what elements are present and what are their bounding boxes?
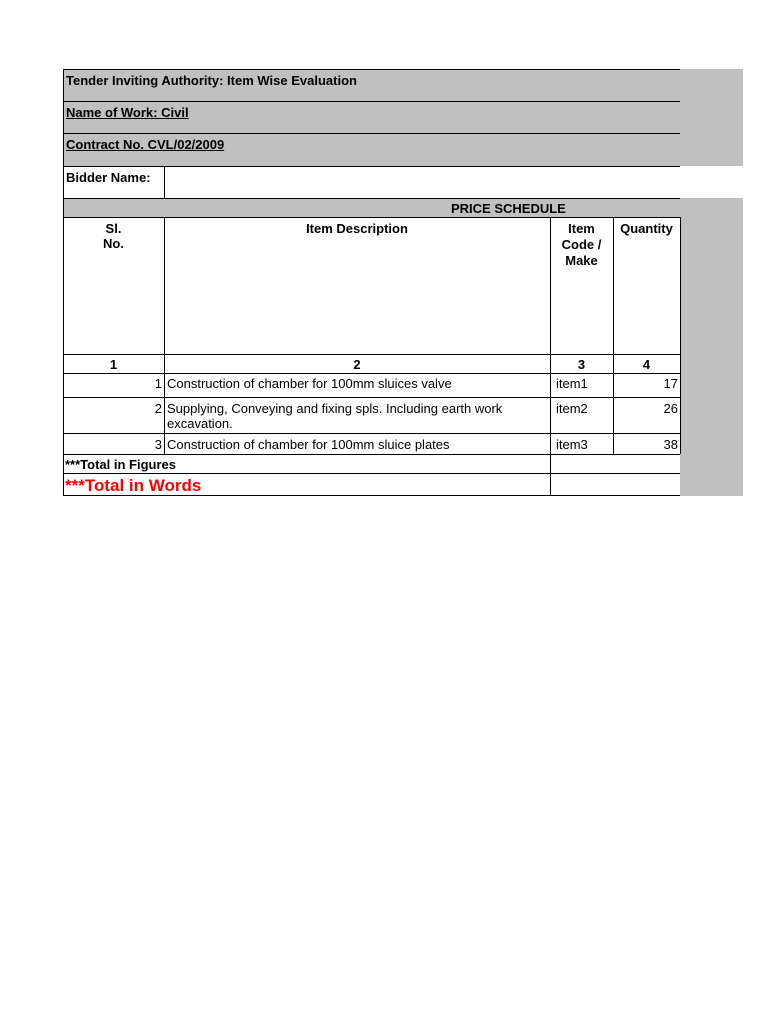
grid-line [63, 69, 64, 496]
row-sl-number: 1 [154, 376, 162, 391]
row-item-code: item1 [556, 376, 588, 391]
grid-line [63, 495, 680, 496]
total-in-words-value[interactable] [551, 474, 680, 495]
col-header-description: Item Description [306, 221, 408, 236]
row-item-code: item2 [556, 401, 588, 416]
row-quantity: 26 [663, 401, 678, 416]
authority-title: Tender Inviting Authority: Item Wise Evaluation [66, 73, 357, 88]
grid-line [63, 198, 680, 199]
grid-line [63, 133, 680, 134]
grid-line [63, 473, 680, 474]
col-number: 2 [353, 357, 361, 372]
grid-line [550, 217, 551, 496]
row-description-cont: excavation. [167, 416, 233, 431]
grid-line [63, 433, 680, 434]
row-description: Construction of chamber for 100mm sluices valve [167, 376, 452, 391]
row-sl-number: 3 [154, 437, 162, 452]
grid-line [63, 354, 680, 355]
work-name: Name of Work: Civil [66, 105, 189, 120]
grid-line [680, 217, 681, 454]
row-quantity: 38 [663, 437, 678, 452]
total-in-words-label: ***Total in Words [65, 476, 202, 495]
grid-line [164, 166, 165, 198]
schedule-title: PRICE SCHEDULE [451, 201, 566, 216]
grid-line [63, 69, 680, 70]
col-header-quantity: Quantity [620, 221, 673, 236]
contract-number: Contract No. CVL/02/2009 [66, 137, 225, 152]
bidder-name-label: Bidder Name: [66, 170, 151, 185]
grid-line [63, 101, 680, 102]
total-in-figures-label: ***Total in Figures [65, 457, 176, 472]
col-number: 3 [577, 357, 586, 372]
col-number: 1 [109, 357, 118, 372]
grid-line [63, 166, 680, 167]
row-quantity: 17 [663, 376, 678, 391]
bidder-name-field[interactable] [164, 166, 680, 198]
grid-line [63, 397, 680, 398]
grid-line [63, 373, 680, 374]
row-sl-number: 2 [154, 401, 162, 416]
total-in-figures-value[interactable] [551, 455, 680, 473]
row-description: Construction of chamber for 100mm sluice plates [167, 437, 450, 452]
grid-line [613, 217, 614, 454]
col-header-item-code: Item Code / Make [561, 221, 602, 268]
row-item-code: item3 [556, 437, 588, 452]
grid-line [63, 217, 680, 218]
grid-line [164, 217, 165, 454]
col-header-sl: Sl. No. [103, 221, 124, 251]
row-description: Supplying, Conveying and fixing spls. Including earth work [167, 401, 503, 416]
grid-line [63, 454, 680, 455]
col-number: 4 [642, 357, 651, 372]
